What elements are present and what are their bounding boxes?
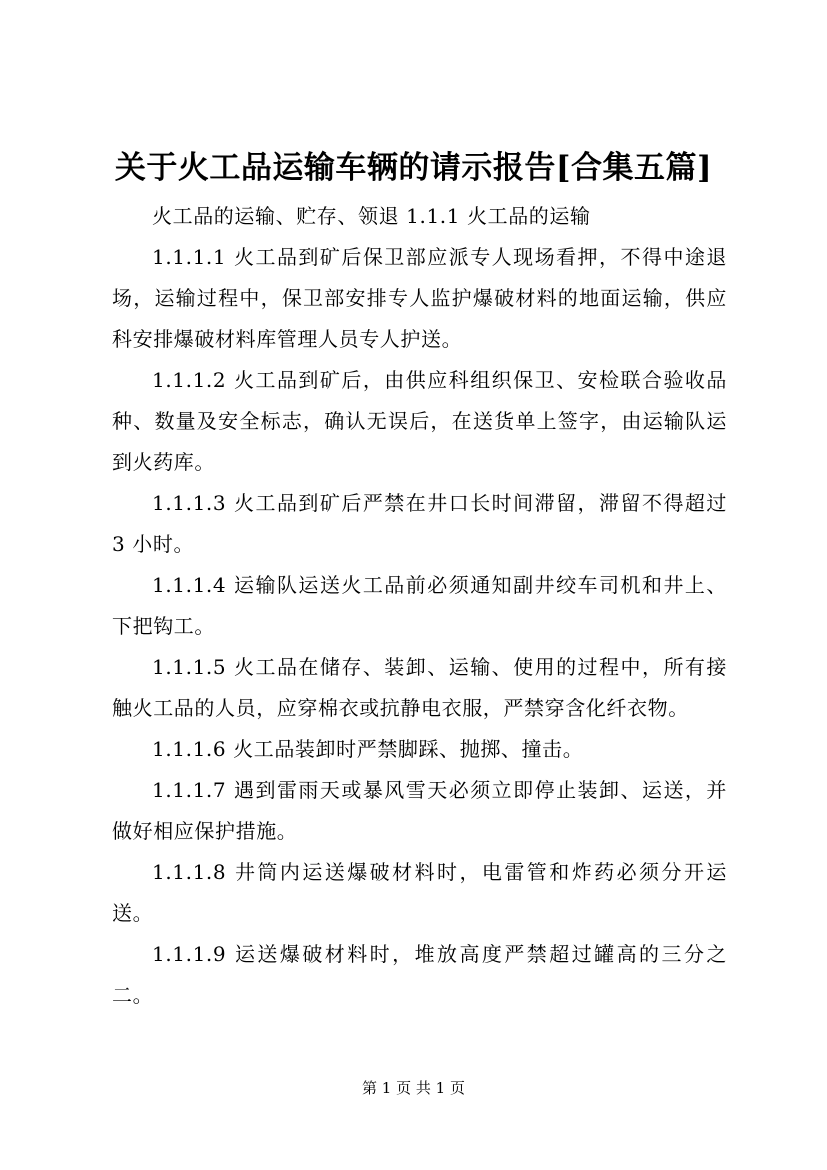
paragraph: 1.1.1.3 火工品到矿后严禁在井口长时间滞留，滞留不得超过 3 小时。 [112, 491, 727, 556]
document-body [112, 196, 727, 1016]
paragraph: 1.1.1.2 火工品到矿后，由供应科组织保卫、安检联合验收品种、数量及安全标志，确认无误后，在送货单上签字，由运输队运到火药库。 [112, 368, 727, 474]
paragraph: 1.1.1.7 遇到雷雨天或暴风雪天必须立即停止装卸、运送，并做好相应保护措施。 [112, 778, 727, 843]
paragraph: 火工品的运输、贮存、领退 1.1.1 火工品的运输 [152, 204, 591, 228]
paragraph: 1.1.1.6 火工品装卸时严禁脚踩、抛掷、撞击。 [152, 737, 584, 761]
paragraph: 1.1.1.4 运输队运送火工品前必须通知副井绞车司机和井上、下把钩工。 [112, 573, 727, 638]
document-title: 关于火工品运输车辆的请示报告[合集五篇] [114, 150, 713, 186]
paragraph: 1.1.1.1 火工品到矿后保卫部应派专人现场看押，不得中途退场，运输过程中，保卫部安排专人监护爆破材料的地面运输，供应科安排爆破材料库管理人员专人护送。 [112, 245, 727, 351]
page-footer: 第 1 页 共 1 页 [362, 1079, 465, 1097]
paragraph: 1.1.1.8 井筒内运送爆破材料时，电雷管和炸药必须分开运送。 [112, 860, 727, 925]
paragraph: 1.1.1.5 火工品在储存、装卸、运输、使用的过程中，所有接触火工品的人员，应穿棉衣或抗静电衣服，严禁穿含化纤衣物。 [112, 655, 727, 720]
paragraph: 1.1.1.9 运送爆破材料时，堆放高度严禁超过罐高的三分之二。 [112, 942, 727, 1007]
